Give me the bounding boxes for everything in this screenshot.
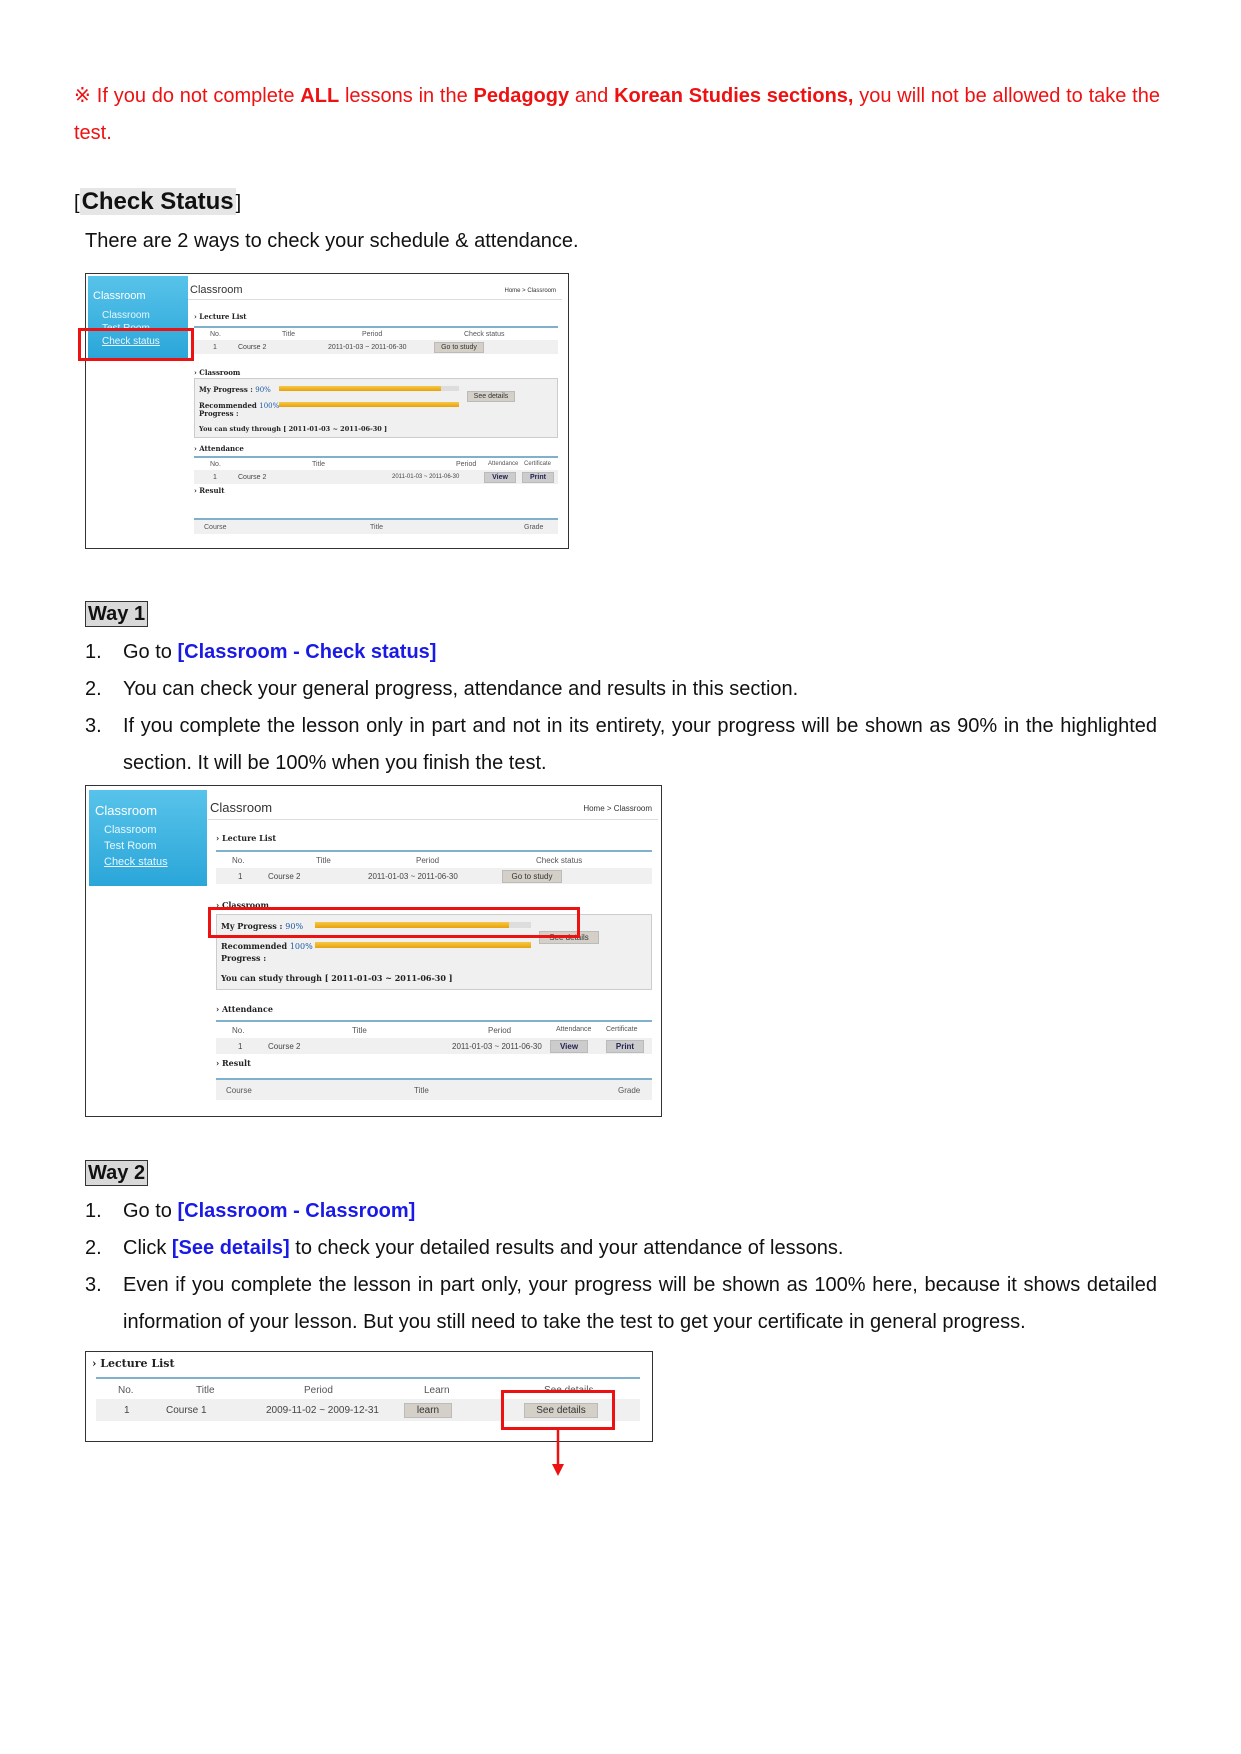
lecture-table-header: No. Title Period Check status bbox=[194, 326, 558, 340]
way2-heading: Way 2 bbox=[85, 1160, 148, 1186]
breadcrumb[interactable]: Home > Classroom bbox=[504, 288, 556, 294]
attendance-heading: › Attendance bbox=[194, 444, 244, 453]
view-button[interactable]: View bbox=[550, 1040, 588, 1053]
check-status-intro: There are 2 ways to check your schedule & attendance. bbox=[85, 230, 579, 252]
result-table-header: Course Title Grade bbox=[216, 1078, 652, 1100]
lecture-table-header: No. Title Period Learn See details bbox=[96, 1377, 640, 1397]
highlight-box-see-details bbox=[501, 1390, 615, 1430]
reference-mark: ※ bbox=[74, 85, 91, 107]
print-button[interactable]: Print bbox=[522, 472, 554, 483]
recommended-progress-bar bbox=[279, 402, 459, 407]
nav-item-check-status[interactable]: Check status bbox=[104, 856, 168, 868]
lecture-list-heading: › Lecture List bbox=[194, 312, 247, 321]
progress-panel: My Progress : 90% Recommended 100% Progress : See details You can study through [ 2011-01-03 ~ 2011-06-30 ] bbox=[216, 914, 652, 990]
list-item: 1. Go to [Classroom - Check status] bbox=[85, 641, 437, 663]
lecture-list-heading: › Lecture List bbox=[92, 1357, 175, 1370]
attendance-table-header: No. Title Period Attendance Certificate bbox=[216, 1020, 652, 1036]
highlight-box-check-status bbox=[78, 328, 194, 361]
nav-title: Classroom bbox=[95, 803, 158, 818]
page-title: Classroom bbox=[208, 786, 658, 820]
classroom-screenshot-large bbox=[85, 785, 662, 1117]
table-row: 1 Course 1 2009-11-02 ~ 2009-12-31 learn See details bbox=[96, 1399, 640, 1421]
check-status-heading: [Check Status ] bbox=[74, 188, 242, 215]
see-details-button[interactable]: See details bbox=[539, 931, 599, 944]
view-button[interactable]: View bbox=[484, 472, 516, 483]
progress-panel: My Progress : 90% Recommended 100% Progress : See details You can study through [ 2011-01-03 ~ 2011-06-30 ] bbox=[194, 378, 558, 438]
result-heading: › Result bbox=[216, 1058, 251, 1068]
classroom-classroom-link: [Classroom - Classroom] bbox=[177, 1200, 416, 1222]
highlight-box-my-progress bbox=[208, 907, 580, 938]
breadcrumb[interactable]: Home > Classroom bbox=[583, 804, 652, 813]
classroom-heading: › Classroom bbox=[194, 368, 241, 377]
nav-title: Classroom bbox=[93, 290, 146, 302]
learn-button[interactable]: learn bbox=[404, 1403, 452, 1418]
nav-item-test-room[interactable]: Test Room bbox=[104, 840, 157, 852]
nav-item-classroom[interactable]: Classroom bbox=[102, 310, 150, 321]
page-title: Classroom bbox=[188, 274, 562, 300]
table-row: 1 Course 2 2011-01-03 ~ 2011-06-30 Go to study bbox=[194, 340, 558, 354]
my-progress-bar bbox=[279, 386, 459, 391]
see-details-button[interactable]: See details bbox=[467, 391, 515, 402]
classroom-screenshot-small bbox=[85, 273, 569, 549]
list-item: 1. Go to [Classroom - Classroom] bbox=[85, 1200, 416, 1222]
lecture-table-header: No. Title Period Check status bbox=[216, 850, 652, 866]
way1-steps bbox=[85, 634, 1157, 782]
go-to-study-button[interactable]: Go to study bbox=[434, 342, 484, 353]
see-details-button[interactable]: See details bbox=[524, 1403, 598, 1418]
table-row: 1 Course 2 2011-01-03 ~ 2011-06-30 Go to study bbox=[216, 868, 652, 884]
nav-item-check-status[interactable]: Check status bbox=[102, 336, 160, 347]
lecture-list-heading: › Lecture List bbox=[216, 833, 277, 843]
arrow-down-icon bbox=[550, 1430, 566, 1478]
way1-heading: Way 1 bbox=[85, 601, 148, 627]
list-item: 3. If you complete the lesson only in part and not in its entirety, your progress will be shown as 90% in the highlighted section. It will be 100% when you finish the test. bbox=[85, 715, 1157, 774]
way2-steps bbox=[85, 1193, 1157, 1341]
go-to-study-button[interactable]: Go to study bbox=[502, 870, 562, 883]
left-nav bbox=[86, 786, 206, 1116]
print-button[interactable]: Print bbox=[606, 1040, 644, 1053]
warning-paragraph: ※ If you do not complete ALL lessons in the Pedagogy and Korean Studies sections, you will not be allowed to take the test. bbox=[74, 85, 1160, 144]
nav-item-classroom[interactable]: Classroom bbox=[104, 824, 157, 836]
list-item: 2. Click [See details] to check your detailed results and your attendance of lessons. bbox=[85, 1237, 844, 1259]
see-details-link: [See details] bbox=[171, 1237, 290, 1259]
result-table-header: Course Title Grade bbox=[194, 518, 558, 534]
classroom-heading: › Classroom bbox=[216, 900, 269, 910]
nav-item-test-room[interactable]: Test Room bbox=[102, 323, 150, 334]
result-heading: › Result bbox=[194, 486, 225, 495]
list-item: 2. You can check your general progress, attendance and results in this section. bbox=[85, 678, 799, 700]
list-item: 3. Even if you complete the lesson in part only, your progress will be shown as 100% here, because it shows detailed information of your lesson. But you still need to take the test to get your certificate in general progress. bbox=[85, 1274, 1157, 1333]
classroom-check-status-link: [Classroom - Check status] bbox=[177, 641, 437, 663]
table-row: 1 Course 2 2011-01-03 ~ 2011-06-30 View Print bbox=[194, 470, 558, 484]
table-row: 1 Course 2 2011-01-03 ~ 2011-06-30 View Print bbox=[216, 1038, 652, 1054]
attendance-table-header: No. Title Period Attendance Certificate bbox=[194, 456, 558, 470]
attendance-heading: › Attendance bbox=[216, 1004, 273, 1014]
recommended-progress-bar bbox=[315, 942, 531, 948]
left-nav bbox=[86, 274, 186, 548]
